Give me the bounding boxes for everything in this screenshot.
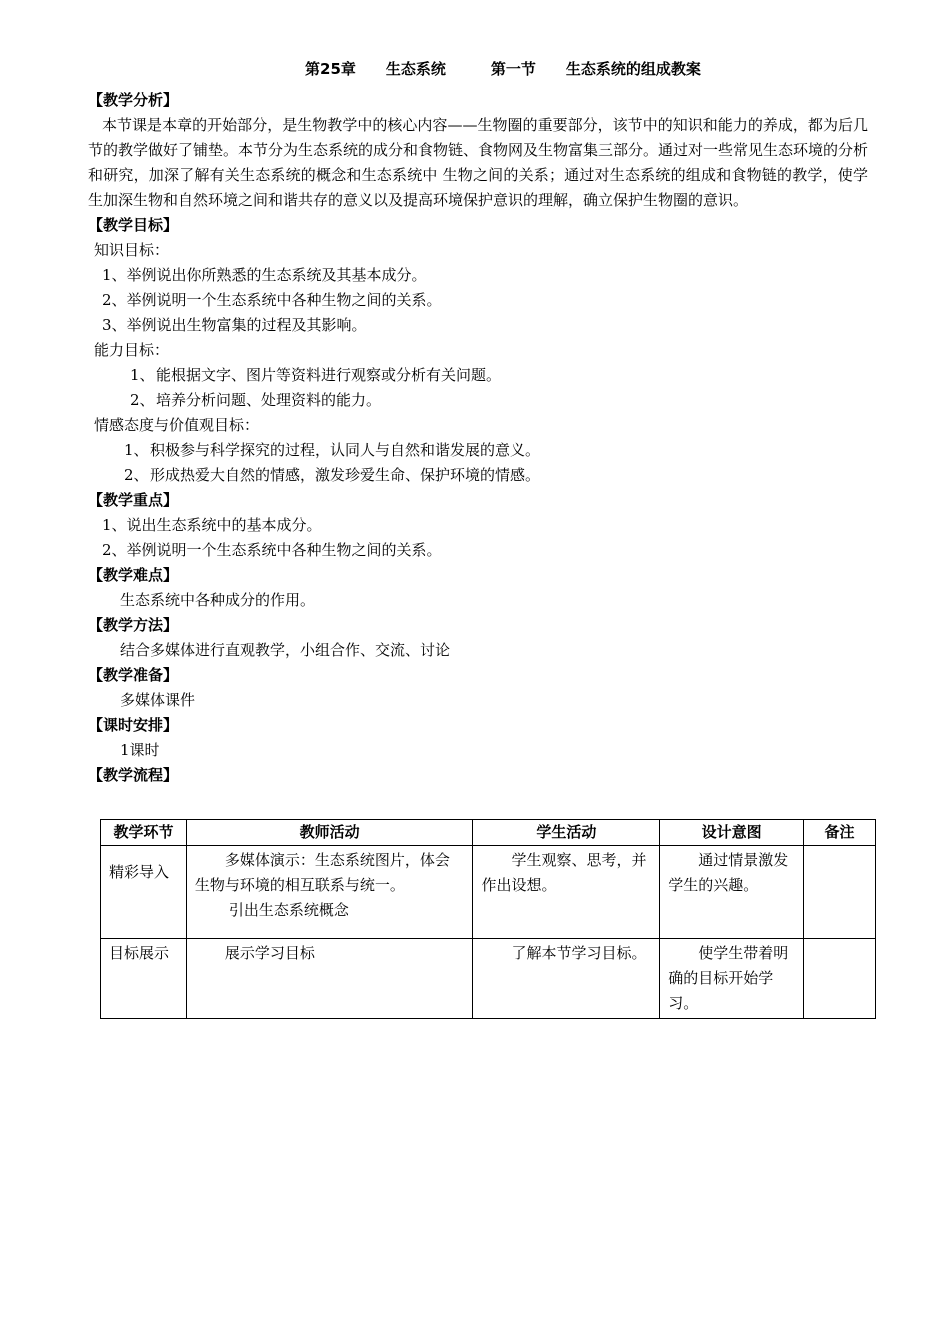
ability-goal-item <box>88 363 868 388</box>
column-header-intent: 设计意图 <box>660 820 804 846</box>
teacher-activity-extra: 引出生态系统概念 <box>228 901 349 919</box>
column-header-note: 备注 <box>804 820 876 846</box>
document-body <box>88 88 868 788</box>
design-intent-text: 使学生带着明确的目标开始学习。 <box>668 944 789 1012</box>
column-header-teacher: 教师活动 <box>186 820 473 846</box>
emotion-goal-text: 形成热爱大自然的情感，激发珍爱生命、保护环境的情感。 <box>150 466 541 484</box>
design-intent-cell <box>660 846 804 939</box>
student-activity-cell <box>473 939 660 1019</box>
section-heading-difficulty: 【教学难点】 <box>88 566 179 584</box>
teacher-activity-text: 展示学习目标 <box>224 944 315 962</box>
key-point-item: 2、举例说明一个生态系统中各种生物之间的关系。 <box>102 541 442 559</box>
ability-goals-label: 能力目标： <box>94 341 170 359</box>
schedule-text: 1课时 <box>120 741 160 759</box>
stage-cell: 精彩导入 <box>101 846 187 939</box>
student-activity-cell <box>473 846 660 939</box>
column-header-stage: 教学环节 <box>101 820 187 846</box>
teaching-flow-table <box>100 819 876 1019</box>
student-activity-text: 了解本节学习目标。 <box>511 944 647 962</box>
section-heading-preparation: 【教学准备】 <box>88 666 179 684</box>
design-intent-cell <box>660 939 804 1019</box>
section-heading-analysis: 【教学分析】 <box>88 91 179 109</box>
teacher-activity-text: 多媒体演示：生态系统图片，体会生物与环境的相互联系与统一。 <box>194 851 450 894</box>
difficulty-text: 生态系统中各种成分的作用。 <box>120 591 316 609</box>
section-heading-key-points: 【教学重点】 <box>88 491 179 509</box>
section-heading-method: 【教学方法】 <box>88 616 179 634</box>
method-text: 结合多媒体进行直观教学，小组合作、交流、讨论 <box>120 641 451 659</box>
ability-goal-text: 能根据文字、图片等资料进行观察或分析有关问题。 <box>156 366 502 384</box>
section-heading-schedule: 【课时安排】 <box>88 716 179 734</box>
analysis-paragraph: 本节课是本章的开始部分，是生物教学中的核心内容——生物圈的重要部分，该节中的知识和能力的养成，都为后几节的教学做好了铺垫。本节分为生态系统的成分和食物链、食物网及生物富集三部分。通过对一些常见生态环境的分析和研究，加深了解有关生态系统的概念和生态系统中 生物之间的关系；通过对生态系统的组成和食物链的教学，使学生加深生物和自然环境之间和谐共存的意义以及提高环境保护意识的理解，确立保护生物圈的意识。 <box>88 116 869 209</box>
emotion-goal-item <box>88 438 868 463</box>
ability-goal-number: 2、 <box>130 391 155 409</box>
ability-goal-text: 培养分析问题、处理资料的能力。 <box>156 391 382 409</box>
preparation-text: 多媒体课件 <box>120 691 196 709</box>
student-activity-text: 学生观察、思考，并作出设想。 <box>481 851 647 894</box>
table-header-row <box>101 820 876 846</box>
emotion-goal-item <box>88 463 868 488</box>
knowledge-goal-item: 3、举例说出生物富集的过程及其影响。 <box>102 316 367 334</box>
table-row <box>101 846 876 939</box>
column-header-student: 学生活动 <box>473 820 660 846</box>
teacher-activity-cell <box>186 939 473 1019</box>
emotion-goals-label: 情感态度与价值观目标： <box>94 416 260 434</box>
stage-cell: 目标展示 <box>101 939 187 1019</box>
knowledge-goals-label: 知识目标： <box>94 241 170 259</box>
note-cell <box>804 939 876 1019</box>
emotion-goal-number: 2、 <box>124 466 149 484</box>
knowledge-goal-item: 2、举例说明一个生态系统中各种生物之间的关系。 <box>102 291 442 309</box>
design-intent-text: 通过情景激发学生的兴趣。 <box>668 851 789 894</box>
key-point-item: 1、说出生态系统中的基本成分。 <box>102 516 322 534</box>
ability-goal-item <box>88 388 868 413</box>
table-row <box>101 939 876 1019</box>
section-heading-goals: 【教学目标】 <box>88 216 179 234</box>
section-heading-flow: 【教学流程】 <box>88 766 179 784</box>
document-title: 第25章 生态系统 第一节 生态系统的组成教案 <box>305 60 701 78</box>
emotion-goal-number: 1、 <box>124 441 149 459</box>
teacher-activity-cell <box>186 846 473 939</box>
ability-goal-number: 1、 <box>130 366 155 384</box>
knowledge-goal-item: 1、举例说出你所熟悉的生态系统及其基本成分。 <box>102 266 427 284</box>
emotion-goal-text: 积极参与科学探究的过程，认同人与自然和谐发展的意义。 <box>150 441 541 459</box>
note-cell <box>804 846 876 939</box>
